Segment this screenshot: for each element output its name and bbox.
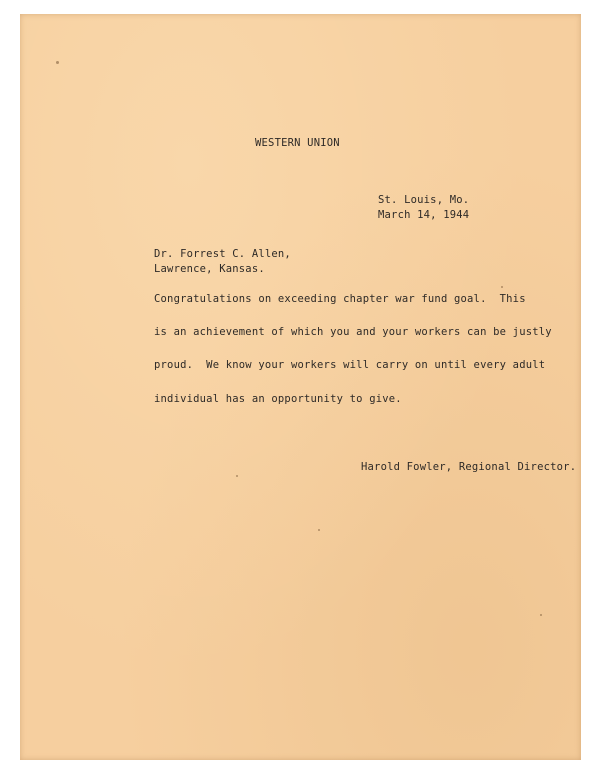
paper-speck — [236, 475, 238, 477]
body-line: individual has an opportunity to give. — [154, 393, 402, 405]
recipient-city: Lawrence, Kansas. — [154, 263, 265, 275]
body-line: Congratulations on exceeding chapter war fund goal. This — [154, 293, 526, 305]
paper-speck — [56, 61, 59, 64]
signature: Harold Fowler, Regional Director. — [361, 461, 577, 473]
recipient-name: Dr. Forrest C. Allen, — [154, 248, 291, 260]
paper-speck — [501, 286, 503, 288]
telegram-heading: WESTERN UNION — [255, 137, 340, 149]
letter-page — [20, 14, 581, 760]
sender-location: St. Louis, Mo. — [378, 194, 470, 206]
body-line: is an achievement of which you and your workers can be justly — [154, 326, 552, 338]
paper-speck — [540, 614, 542, 616]
body-line: proud. We know your workers will carry on until every adult — [154, 359, 546, 371]
paper-speck — [318, 529, 320, 531]
letter-date: March 14, 1944 — [378, 209, 470, 221]
